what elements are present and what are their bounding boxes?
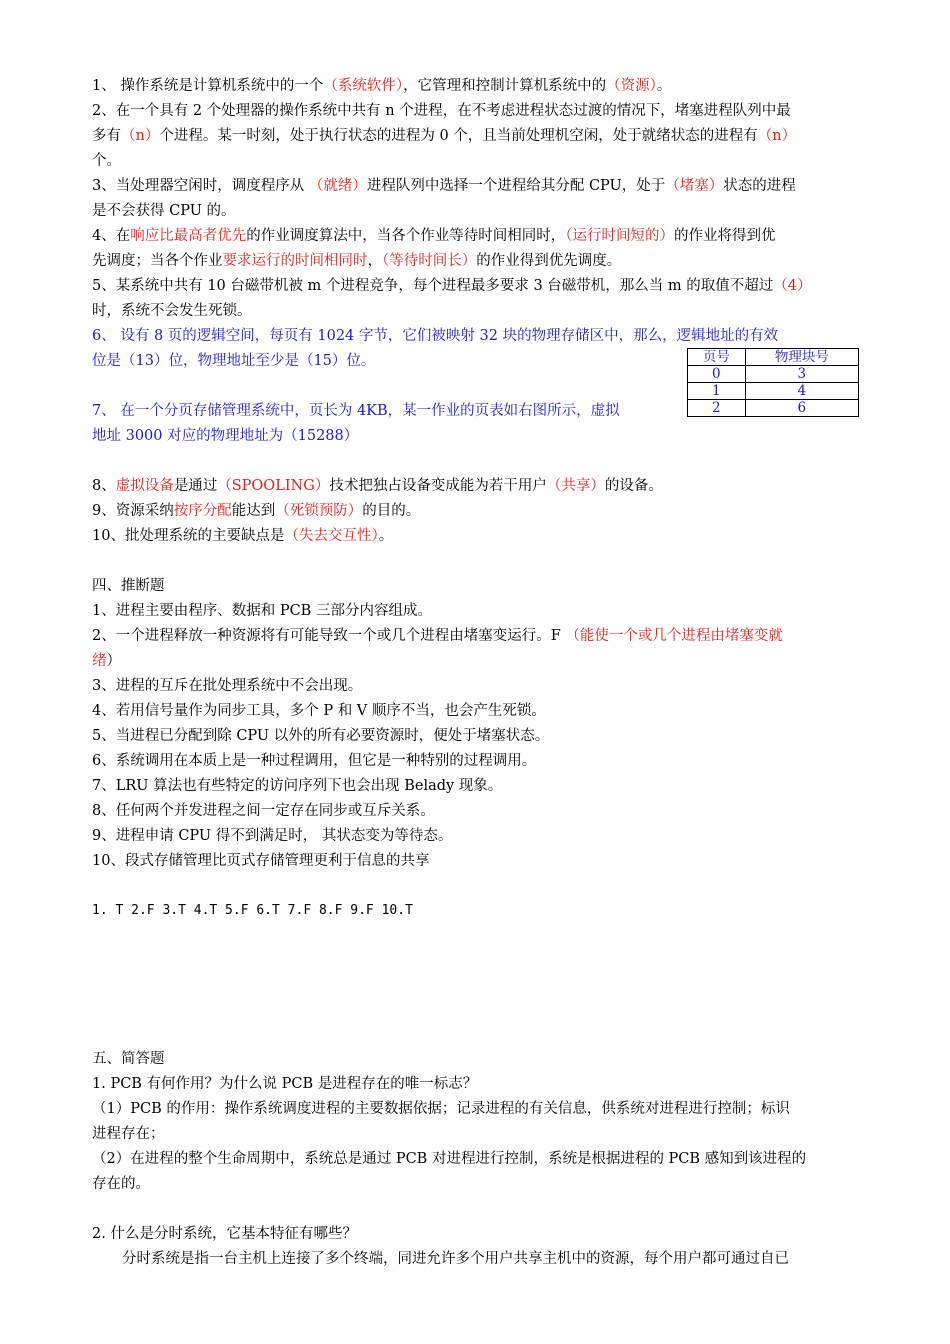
fill-q5-line2: 时，系统不会发生死锁。 [92, 303, 252, 319]
fill-q10: 10、批处理系统的主要缺点是（失去交互性）。 [92, 528, 394, 544]
fill-q9: 9、资源采纳按序分配能达到（死锁预防）的目的。 [92, 503, 421, 519]
fill-q4-line1: 4、在响应比最高者优先的作业调度算法中，当各个作业等待时间相同时，（运行时间短的）的作业将得到优 [92, 228, 776, 244]
judgement-item-6: 6、系统调用在本质上是一种过程调用，但它是一种特别的过程调用。 [92, 753, 537, 769]
fill-q1: 1、 操作系统是计算机系统中的一个（系统软件），它管理和控制计算机系统中的（资源）。 [92, 78, 672, 94]
page-table-header-block: 物理块号 [745, 349, 858, 366]
short-answer-question-1: 1. PCB 有何作用？为什么说 PCB 是进程存在的唯一标志？ [92, 1076, 478, 1092]
fill-q4-line2: 先调度；当各个作业要求运行的时间相同时，（等待时间长）的作业得到优先调度。 [92, 253, 622, 269]
short-answer-2-line1: 分时系统是指一台主机上连接了多个终端，同进允许多个用户共享主机中的资源，每个用户都可通过自已 [122, 1251, 789, 1267]
table-row [688, 366, 859, 383]
short-answer-question-2: 2. 什么是分时系统，它基本特征有哪些？ [92, 1226, 357, 1242]
judgement-answers: 1. T 2.F 3.T 4.T 5.F 6.T 7.F 8.F 9.F 10.T [92, 903, 413, 918]
fill-q6-line2: 位是（13）位，物理地址至少是（15）位。 [92, 353, 376, 369]
fill-q3-line2: 是不会获得 CPU 的。 [92, 203, 236, 219]
section-title-short-answer: 五、简答题 [92, 1051, 165, 1067]
block-number-cell: 4 [745, 383, 858, 400]
page-table-header [688, 349, 859, 366]
table-row [688, 400, 859, 417]
judgement-item-10: 10、段式存储管理比页式存储管理更利于信息的共享 [92, 853, 430, 869]
fill-q2-line3: 个。 [92, 153, 121, 169]
fill-q7-line2: 地址 3000 对应的物理地址为（15288） [92, 428, 359, 444]
table-row [688, 383, 859, 400]
judgement-item-9: 9、进程申请 CPU 得不到满足时， 其状态变为等待态。 [92, 828, 453, 844]
fill-q2-line1: 2、在一个具有 2 个处理器的操作系统中共有 n 个进程，在不考虑进程状态过渡的情况下，堵塞进程队列中最 [92, 103, 791, 119]
judgement-item-2: 2、一个进程释放一种资源将有可能导致一个或几个进程由堵塞变运行。F （能使一个或几个进程由堵塞变就 [92, 628, 783, 644]
block-number-cell: 3 [745, 366, 858, 383]
section-title-judgement: 四、推断题 [92, 578, 165, 594]
judgement-item-1: 1、进程主要由程序、数据和 PCB 三部分内容组成。 [92, 603, 432, 619]
judgement-item-8: 8、任何两个并发进程之间一定存在同步或互斥关系。 [92, 803, 435, 819]
short-answer-1-line4: 存在的。 [92, 1176, 150, 1192]
fill-q5-line1: 5、某系统中共有 10 台磁带机被 m 个进程竞争，每个进程最多要求 3 台磁带机，那么当 m 的取值不超过（4） [92, 278, 812, 294]
fill-q8: 8、虚拟设备是通过（SPOOLING）技术把独占设备变成能为若干用户（共享）的设备。 [92, 478, 663, 494]
page-table-header-page: 页号 [688, 349, 746, 366]
page-table [687, 348, 859, 417]
fill-q3-line1: 3、当处理器空闲时，调度程序从 （就绪）进程队列中选择一个进程给其分配 CPU，处于（堵塞）状态的进程 [92, 178, 796, 194]
page-number-cell: 1 [688, 383, 746, 400]
page-number-cell: 2 [688, 400, 746, 417]
judgement-item-7: 7、LRU 算法也有些特定的访问序列下也会出现 Belady 现象。 [92, 778, 503, 794]
block-number-cell: 6 [745, 400, 858, 417]
short-answer-1-line2: 进程存在； [92, 1126, 165, 1142]
judgement-item-3: 3、进程的互斥在批处理系统中不会出现。 [92, 678, 363, 694]
fill-q6-line1: 6、 设有 8 页的逻辑空间，每页有 1024 字节，它们被映射 32 块的物理存储区中，那么，逻辑地址的有效 [92, 328, 779, 344]
judgement-item-2-cont: 绪） [92, 653, 121, 669]
short-answer-1-line1: （1）PCB 的作用：操作系统调度进程的主要数据依据；记录进程的有关信息，供系统对进程进行控制；标识 [92, 1101, 790, 1117]
short-answer-1-line3: （2）在进程的整个生命周期中，系统总是通过 PCB 对进程进行控制，系统是根据进程的 PCB 感知到该进程的 [92, 1151, 807, 1167]
fill-q7-line1: 7、 在一个分页存储管理系统中，页长为 4KB，某一作业的页表如右图所示，虚拟 [92, 403, 620, 419]
fill-q2-line2: 多有（n）个进程。某一时刻，处于执行状态的进程为 0 个，且当前处理机空闲，处于就绪状态的进程有（n） [92, 128, 797, 144]
judgement-item-4: 4、若用信号量作为同步工具，多个 P 和 V 顺序不当，也会产生死锁。 [92, 703, 546, 719]
judgement-item-5: 5、当进程已分配到除 CPU 以外的所有必要资源时，便处于堵塞状态。 [92, 728, 550, 744]
page-number-cell: 0 [688, 366, 746, 383]
